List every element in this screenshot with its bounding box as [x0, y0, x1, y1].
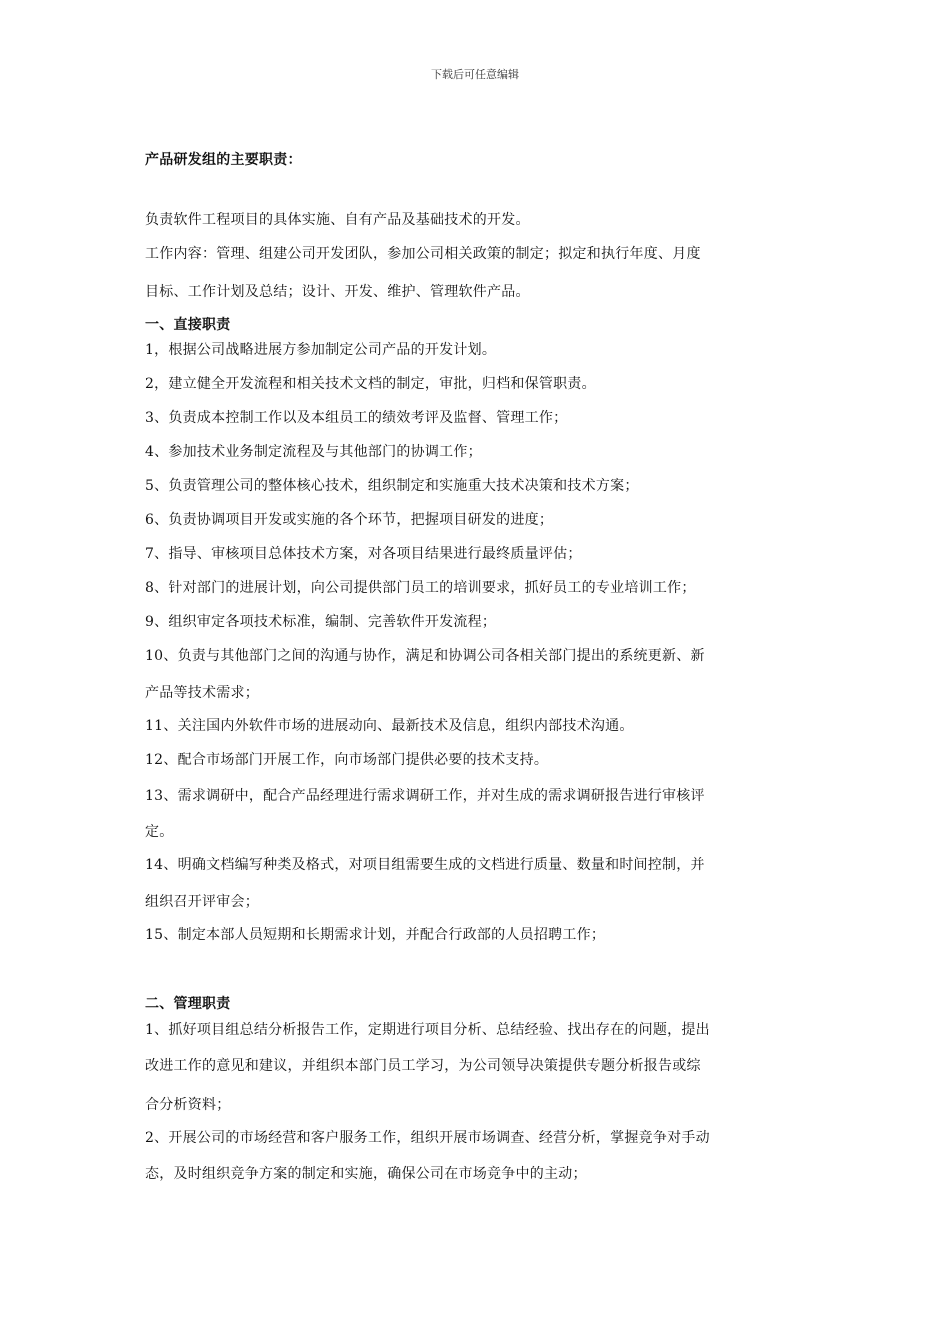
list-item: 14、明确文档编写种类及格式，对项目组需要生成的文档进行质量、数量和时间控制，并	[145, 857, 705, 873]
list-item: 12、配合市场部门开展工作，向市场部门提供必要的技术支持。	[145, 752, 549, 768]
list-item: 定。	[145, 824, 174, 840]
list-item: 1、抓好项目组总结分析报告工作，定期进行项目分析、总结经验、找出存在的问题，提出	[145, 1022, 710, 1038]
list-item: 7、指导、审核项目总体技术方案，对各项目结果进行最终质量评估；	[145, 546, 582, 562]
list-item: 15、制定本部人员短期和长期需求计划，并配合行政部的人员招聘工作；	[145, 927, 606, 943]
list-item: 11、关注国内外软件市场的进展动向、最新技术及信息，组织内部技术沟通。	[145, 718, 634, 734]
list-item: 产品等技术需求；	[145, 685, 259, 701]
list-item: 4、参加技术业务制定流程及与其他部门的协调工作；	[145, 444, 482, 460]
intro-line: 工作内容：管理、组建公司开发团队，参加公司相关政策的制定；拟定和执行年度、月度	[145, 246, 701, 262]
list-item: 态，及时组织竞争方案的制定和实施，确保公司在市场竞争中的主动；	[145, 1166, 587, 1182]
section-heading-management: 二、管理职责	[145, 996, 231, 1012]
list-item: 10、负责与其他部门之间的沟通与协作，满足和协调公司各相关部门提出的系统更新、新	[145, 648, 705, 664]
list-item: 8、针对部门的进展计划，向公司提供部门员工的培训要求，抓好员工的专业培训工作；	[145, 580, 696, 596]
list-item: 13、需求调研中，配合产品经理进行需求调研工作，并对生成的需求调研报告进行审核评	[145, 788, 705, 804]
intro-line: 负责软件工程项目的具体实施、自有产品及基础技术的开发。	[145, 212, 530, 228]
intro-line: 目标、工作计划及总结；设计、开发、维护、管理软件产品。	[145, 284, 530, 300]
list-item: 组织召开评审会；	[145, 894, 259, 910]
list-item: 6、负责协调项目开发或实施的各个环节，把握项目研发的进度；	[145, 512, 554, 528]
list-item: 1，根据公司战略进展方参加制定公司产品的开发计划。	[145, 342, 497, 358]
list-item: 5、负责管理公司的整体核心技术，组织制定和实施重大技术决策和技术方案；	[145, 478, 639, 494]
list-item: 合分析资料；	[145, 1097, 231, 1113]
list-item: 改进工作的意见和建议，并组织本部门员工学习，为公司领导决策提供专题分析报告或综	[145, 1058, 701, 1074]
document-title: 产品研发组的主要职责：	[145, 152, 302, 168]
page-header: 下载后可任意编辑	[431, 68, 519, 81]
section-heading-direct: 一、直接职责	[145, 317, 231, 333]
list-item: 3、负责成本控制工作以及本组员工的绩效考评及监督、管理工作；	[145, 410, 568, 426]
list-item: 2、开展公司的市场经营和客户服务工作，组织开展市场调查、经营分析，掌握竞争对手动	[145, 1130, 710, 1146]
list-item: 9、组织审定各项技术标准，编制、完善软件开发流程；	[145, 614, 497, 630]
list-item: 2，建立健全开发流程和相关技术文档的制定，审批，归档和保管职责。	[145, 376, 596, 392]
